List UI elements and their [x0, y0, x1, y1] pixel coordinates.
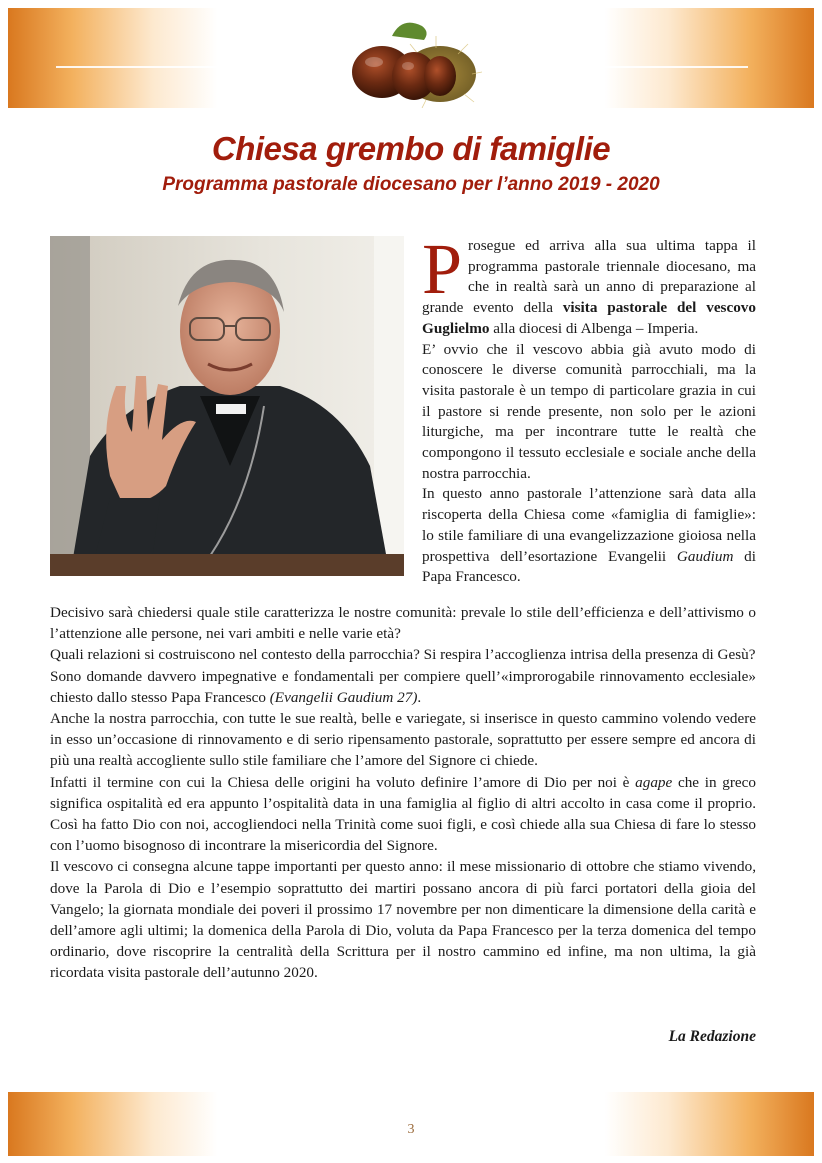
paragraph: Quali relazioni si costruiscono nel contesto della parrocchia? Si respira l’accoglienza intrisa della presenza di Gesù?	[50, 646, 756, 664]
chestnut-decoration	[340, 14, 482, 108]
paragraph: In questo anno pastorale l’attenzione sarà data alla riscoperta della Chiesa come «famiglia di famiglie»: lo stile familiare di una evangelizzazione gioiosa nella prospettiva dell’esortazione Evangelii Gaudium di Papa Francesco.	[422, 485, 756, 586]
signature: La Redazione	[668, 1028, 756, 1045]
bishop-portrait	[50, 236, 404, 576]
paragraph: Il vescovo ci consegna alcune tappe importanti per questo anno: il mese missionario di ottobre che stiamo vivendo, dove la Parola di Dio e l’esempio soprattutto dei martiri possano ancora di più farci portatori della gioia del Vangelo; la giornata mondiale dei poveri il prossimo 17 novembre per non dimenticare la dimensione della carità e dell’amore agli ultimi; la domenica della Parola di Dio, voluta da Papa Francesco per la terza domenica del tempo ordinario, dove riscoprire la centralità della Scrittura per il nostro cammino ed infine, ma non ultima, la già ricordata visita pastorale dell’autunno 2020.	[50, 858, 756, 982]
body-column	[50, 602, 756, 984]
page-subtitle: Programma pastorale diocesano per l’anno 2019 - 2020	[162, 174, 660, 195]
paragraph: E’ ovvio che il vescovo abbia già avuto modo di conoscere le diverse comunità parrocchiali, ma la visita pastorale è un tempo di particolare grazia in cui il pastore si rende presente, non solo per le azioni liturgiche, ma per incontrare tutte le realtà che compongono il tessuto ecclesiale e sociale anche della nostra parrocchia.	[422, 340, 756, 482]
page-number: 3	[407, 1122, 415, 1137]
header-rule-right	[508, 66, 748, 68]
leaf-shape	[392, 23, 427, 40]
paragraph: Anche la nostra parrocchia, con tutte le sue realtà, belle e variegate, si inserisce in questo cammino volendo vedere in esso un’occasione di rinnovamento e di serio ripensamento pastorale, soprattutto per essere sempre ed ancora di più una realtà accogliente sullo stile familiare che l’amore del Signore ci chiede.	[50, 710, 756, 770]
header-rule-left	[56, 66, 296, 68]
intro-column	[422, 229, 756, 588]
paragraph: Infatti il termine con cui la Chiesa delle origini ha voluto definire l’amore di Dio per noi è agape che in greco significa ospitalità ed era appunto l’ospitalità data in una famiglia al figlio di altri accolto in casa come il proprio. Così ha fatto Dio con noi, accogliendoci nella Trinità come suoi figli, e così chiede alla sua Chiesa di fare lo stesso con l’uomo bisognoso di incontrare la misericordia del Signore.	[50, 773, 756, 855]
page-title: Chiesa grembo di famiglie	[211, 130, 611, 167]
paragraph: Decisivo sarà chiedersi quale stile caratterizza le nostre comunità: prevale lo stile dell’efficienza e dell’attivismo o l’attenzione alle persone, nei vari ambiti e nelle varie età?	[50, 604, 756, 643]
drop-cap: P	[422, 229, 463, 309]
paragraph: Sono domande davvero impegnative e fondamentali per compiere quell’«improrogabile rinnovamento ecclesiale» chiesto dallo stesso Papa Francesco (Evangelii Gaudium 27).	[50, 667, 756, 706]
paragraph: rosegue ed arriva alla sua ultima tappa il programma pastorale triennale diocesano, ma che in realtà sarà un anno di preparazione al grande evento della visita pastorale del vescovo Guglielmo alla diocesi di Albenga – Imperia.	[422, 237, 756, 337]
chestnut-shape	[424, 56, 456, 96]
